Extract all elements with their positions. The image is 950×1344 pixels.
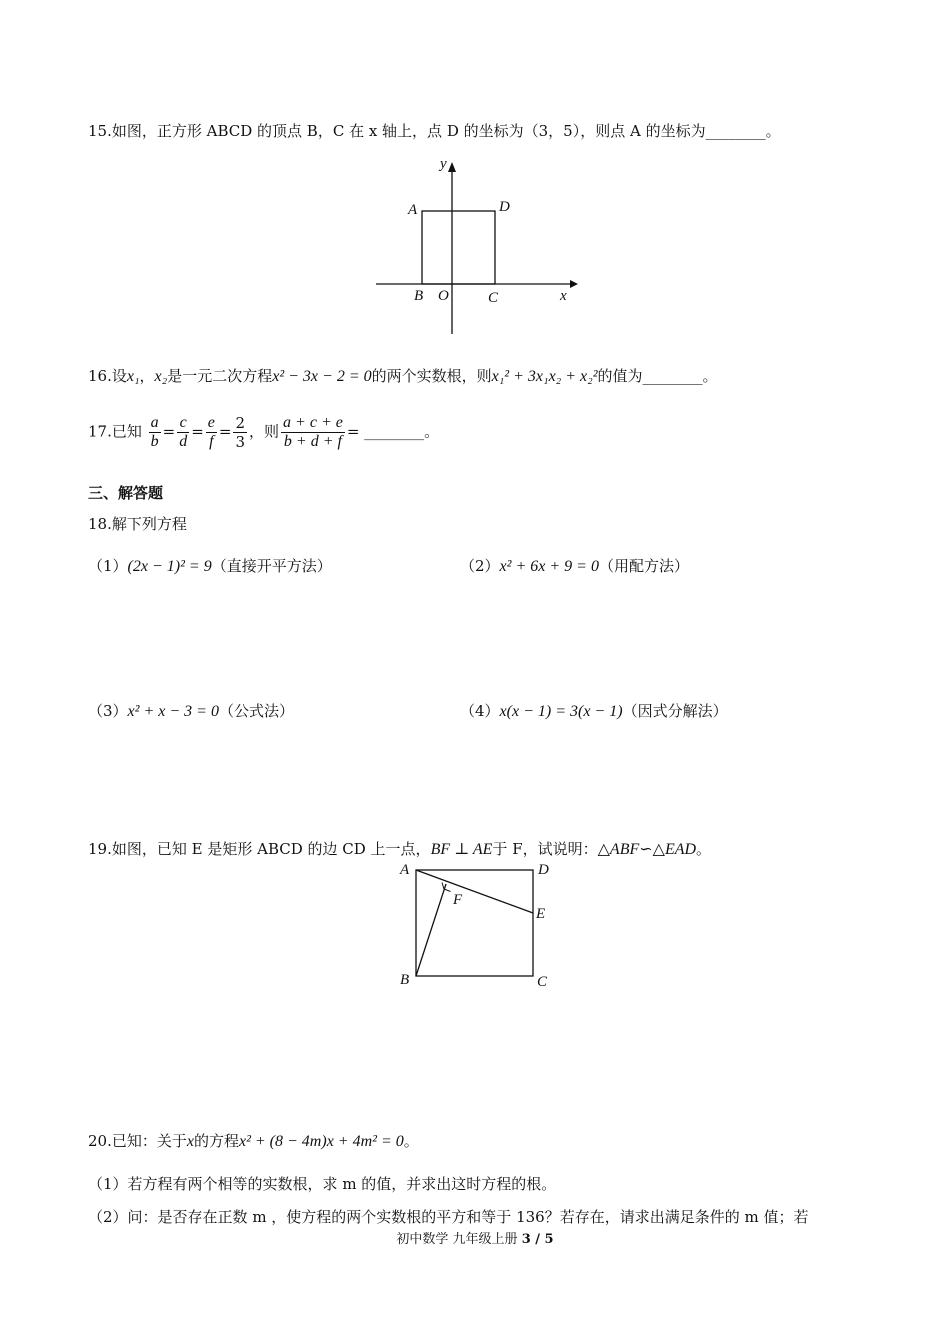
label-f: F bbox=[453, 892, 463, 908]
section-heading: 三、解答题 bbox=[88, 484, 164, 502]
q17-eq3: = bbox=[218, 422, 232, 441]
page-footer bbox=[0, 1228, 950, 1247]
q17-eq2: = bbox=[191, 422, 204, 441]
label-y: y bbox=[440, 156, 447, 172]
q17-frac-23: $\frac{2}{3}$ bbox=[235, 414, 246, 451]
q19-conclusion: △ABF∽△EAD bbox=[597, 841, 697, 858]
q20-part1: （1）若方程有两个相等的实数根，求 m 的值，并求出这时方程的根。 bbox=[88, 1175, 557, 1193]
label-d: D bbox=[538, 862, 549, 878]
q19-condition: BF ⊥ AE bbox=[430, 841, 493, 858]
y-axis-arrow bbox=[448, 162, 456, 172]
q20-x: x bbox=[186, 1133, 194, 1150]
q17-frac-ef: $\frac{e}{f}$ bbox=[207, 414, 215, 450]
q16-prefix: 16.设 bbox=[88, 367, 127, 385]
q16-equation: x² − 3x − 2 = 0 bbox=[272, 368, 372, 385]
segment-bf bbox=[416, 884, 446, 976]
q17-eq1: = bbox=[162, 422, 176, 441]
q17-prefix: 17.已知 bbox=[88, 422, 142, 441]
q17-frac-sum: $\frac{a + c + e}{b + d + f}$ bbox=[283, 414, 343, 450]
x-axis-arrow bbox=[570, 280, 578, 288]
q18-part4: （4）x(x − 1) = 3(x − 1)（因式分解法） bbox=[460, 702, 728, 720]
q15-figure bbox=[370, 150, 580, 340]
q15-text: 15.如图，正方形 ABCD 的顶点 B，C 在 x 轴上，点 D 的坐标为（3，5），则点 A 的坐标为________。 bbox=[88, 122, 781, 140]
q16-expression: x₁² + 3x₁x₂ + x₂² bbox=[491, 368, 598, 385]
q17-suffix: = ________。 bbox=[346, 422, 440, 441]
q20-equation: x² + (8 − 4m)x + 4m² = 0 bbox=[238, 1133, 404, 1150]
footer-text: 初中数学 九年级上册 bbox=[396, 1232, 518, 1247]
q16-text bbox=[88, 365, 718, 386]
q19-text: 19.如图，已知 E 是矩形 ABCD 的边 CD 上一点，BF ⊥ AE于 F，试说明：△ABF∽△EAD。 bbox=[88, 840, 712, 858]
q18-part1: （1）(2x − 1)² = 9（直接开平方法） bbox=[88, 557, 332, 575]
label-o: O bbox=[438, 288, 449, 304]
q20-text: 20.已知：关于x的方程x² + (8 − 4m)x + 4m² = 0。 bbox=[88, 1132, 419, 1150]
q17-frac-cd: $\frac{c}{d}$ bbox=[179, 414, 188, 450]
q18-part3: （3）x² + x − 3 = 0（公式法） bbox=[88, 702, 294, 720]
label-b: B bbox=[400, 972, 410, 988]
q20-part2: （2）问：是否存在正数 m ，使方程的两个实数根的平方和等于 136？若存在，请求出满足条件的 m 值；若 bbox=[88, 1208, 809, 1226]
q16-x2: x₂ bbox=[154, 368, 168, 385]
q17-frac-ab: $\frac{a}{b}$ bbox=[150, 414, 159, 450]
q18-eq1: (2x − 1)² = 9 bbox=[127, 558, 212, 575]
q18-part2: （2）x² + 6x + 9 = 0（用配方法） bbox=[460, 557, 689, 575]
q18-title: 18.解下列方程 bbox=[88, 515, 187, 533]
q17-text bbox=[88, 414, 439, 451]
label-a: A bbox=[408, 202, 418, 218]
label-c: C bbox=[537, 974, 548, 990]
label-e: E bbox=[536, 906, 546, 922]
q16-suffix: 的值为________。 bbox=[597, 367, 718, 385]
label-c: C bbox=[488, 290, 499, 306]
label-a: A bbox=[400, 862, 410, 878]
q16-comma: ， bbox=[139, 367, 155, 385]
label-x: x bbox=[560, 288, 567, 304]
q16-mid: 是一元二次方程 bbox=[167, 367, 273, 385]
page-number: 3 / 5 bbox=[521, 1232, 554, 1247]
q16-x1: x₁ bbox=[126, 368, 140, 385]
q17-then: ，则 bbox=[249, 422, 280, 441]
q16-mid2: 的两个实数根，则 bbox=[371, 367, 492, 385]
square-abcd bbox=[422, 211, 495, 284]
right-angle-mark bbox=[442, 883, 451, 892]
label-d: D bbox=[499, 199, 510, 215]
q18-eq2: x² + 6x + 9 = 0 bbox=[499, 558, 599, 575]
segment-ae bbox=[416, 870, 533, 913]
q19-figure bbox=[395, 858, 560, 993]
q18-eq4: x(x − 1) = 3(x − 1) bbox=[499, 703, 623, 720]
q18-eq3: x² + x − 3 = 0 bbox=[127, 703, 219, 720]
label-b: B bbox=[414, 288, 424, 304]
